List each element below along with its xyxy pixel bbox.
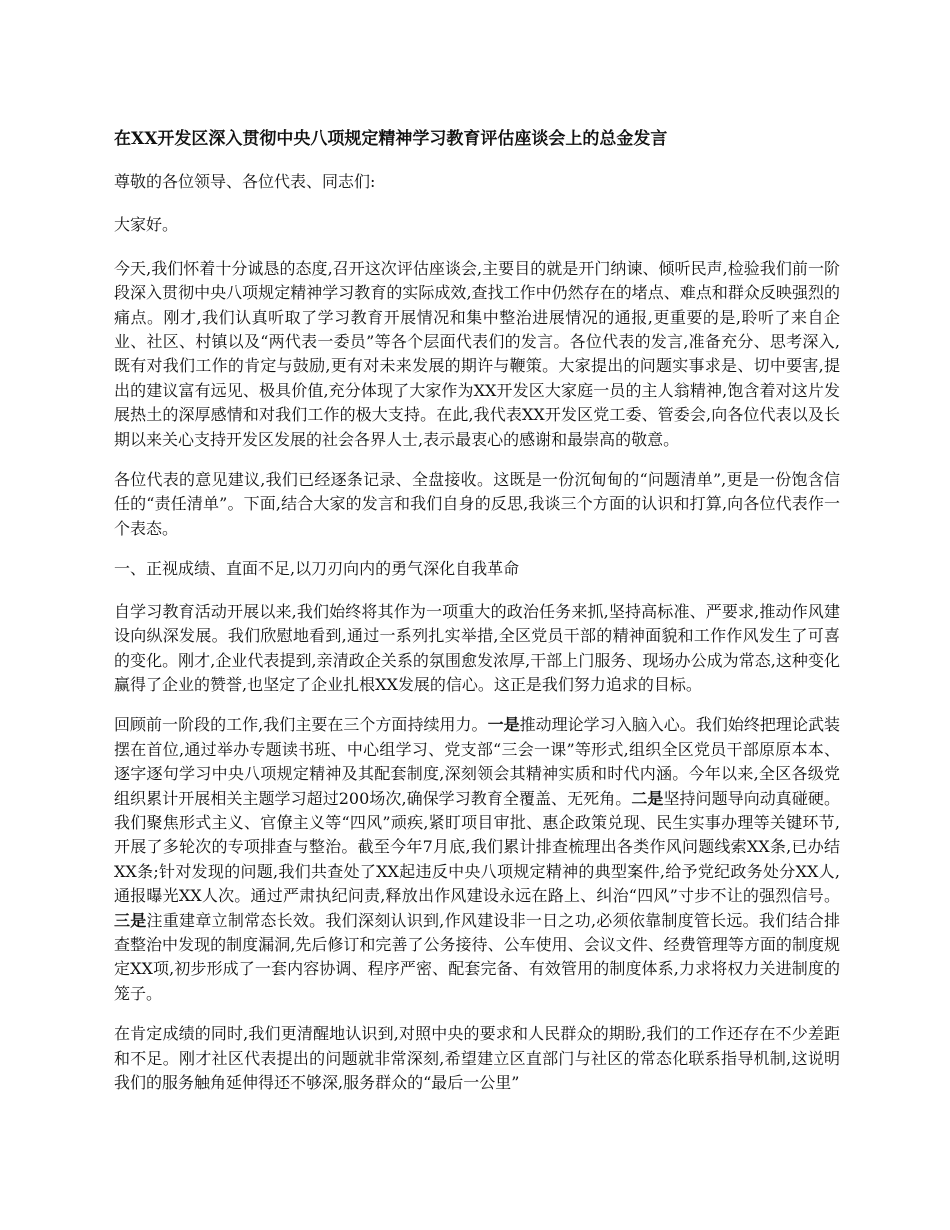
document-page <box>114 126 840 1111</box>
review-lead-2: 二是 <box>631 788 664 808</box>
review-text-1: 推动理论学习入脑入心。我们始终把理论武装摆在首位,通过举办专题读书班、中心组学习、党支部“三会一课”等形式,组织全区党员干部原原本本、逐字逐句学习中央八项规定精神及其配套制度,深刻领会其精神实质和时代内涵。今年以来,全区各级党组织累计开展相关主题学习超过200场次,确保学习教育全覆盖、无死角。 <box>114 715 840 808</box>
paragraph-achievements: 自学习教育活动开展以来,我们始终将其作为一项重大的政治任务来抓,坚持高标准、严要求,推动作风建设向纵深发展。我们欣慰地看到,通过一系列扎实举措,全区党员干部的精神面貌和工作作风发生了可喜的变化。刚才,企业代表提到,亲清政企关系的氛围愈发浓厚,干部上门服务、现场办公成为常态,这种变化赢得了企业的赞誉,也坚定了企业扎根XX发展的信心。这正是我们努力追求的目标。 <box>114 601 840 694</box>
review-intro: 回顾前一阶段的工作,我们主要在三个方面持续用力。 <box>114 715 488 735</box>
review-text-2: 坚持问题导向动真碰硬。我们聚焦形式主义、官僚主义等“四风”顽疾,紧盯项目审批、惠企政策兑现、民生实事办理等关键环节,开展了多轮次的专项排查与整治。截至今年7月底,我们累计排查梳理出各类作风问题线索XX条,已办结XX条;针对发现的问题,我们共查处了XX起违反中央八项规定精神的典型案件,给予党纪政务处分XX人,通报曝光XX人次。通过严肃执纪问责,释放出作风建设永远在路上、纠治“四风”寸步不让的强烈信号。 <box>114 788 840 906</box>
paragraph-opening: 今天,我们怀着十分诚恳的态度,召开这次评估座谈会,主要目的就是开门纳谏、倾听民声,检验我们前一阶段深入贯彻中央八项规定精神学习教育的实际成效,查找工作中仍然存在的堵点、难点和群众反映强烈的痛点。刚才,我们认真听取了学习教育开展情况和集中整治进展情况的通报,更重要的是,聆听了来自企业、社区、村镇以及“两代表一委员”等各个层面代表们的发言。各位代表的发言,准备充分、思考深入,既有对我们工作的肯定与鼓励,更有对未来发展的期许与鞭策。大家提出的问题实事求是、切中要害,提出的建议富有远见、极具价值,充分体现了大家作为XX开发区大家庭一员的主人翁精神,饱含着对这片发展热土的深厚感情和对我们工作的极大支持。在此,我代表XX开发区党工委、管委会,向各位代表以及长期以来关心支持开发区发展的社会各界人士,表示最衷心的感谢和最崇高的敬意。 <box>114 258 840 449</box>
review-lead-1: 一是 <box>487 715 520 735</box>
section-heading-1: 一、正视成绩、直面不足,以刀刃向内的勇气深化自我革命 <box>114 559 520 579</box>
review-lead-3: 三是 <box>114 910 147 930</box>
review-text-3: 注重建章立制常态长效。我们深刻认识到,作风建设非一日之功,必须依靠制度管长远。我们结合排查整治中发现的制度漏洞,先后修订和完善了公务接待、公车使用、会议文件、经费管理等方面的制度规定XX项,初步形成了一套内容协调、程序严密、配套完备、有效管用的制度体系,力求将权力关进制度的笼子。 <box>114 910 840 1003</box>
paragraph-shortcomings: 在肯定成绩的同时,我们更清醒地认识到,对照中央的要求和人民群众的期盼,我们的工作还存在不少差距和不足。刚才社区代表提出的问题就非常深刻,希望建立区直部门与社区的常态化联系指导机制,这说明我们的服务触角延伸得还不够深,服务群众的“最后一公里” <box>114 1024 840 1092</box>
greeting: 大家好。 <box>114 215 179 235</box>
salutation: 尊敬的各位领导、各位代表、同志们: <box>114 172 376 191</box>
paragraph-review <box>114 713 840 1006</box>
paragraph-suggestions: 各位代表的意见建议,我们已经逐条记录、全盘接收。这既是一份沉甸甸的“问题清单”,更是一份饱含信任的“责任清单”。下面,结合大家的发言和我们自身的反思,我谈三个方面的认识和打算,向各位代表作一个表态。 <box>114 470 840 538</box>
document-title: 在XX开发区深入贯彻中央八项规定精神学习教育评估座谈会上的总金发言 <box>114 129 668 149</box>
